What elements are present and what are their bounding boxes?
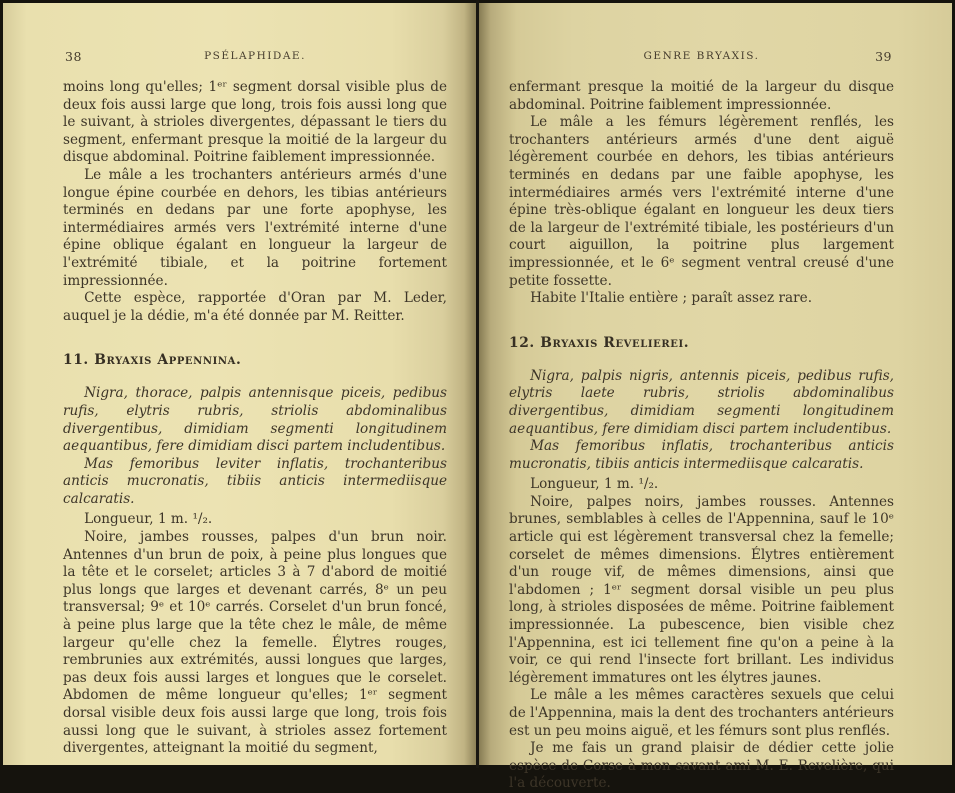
right-paragraph-male-characters: Le mâle a les fémurs légèrement renflés, les trochanters antérieurs armés d'une dent aiguë légèrement courbée en dehors, les tibias antérieurs terminés en dedans par une faible apophyse, les intermédiaires armés vers l'extrémité interne d'une épine très-oblique égalant en longueur les deux tiers de la largeur de l'extrémité tibiale, les postérieurs d'un court aiguillon, la poitrine plus largement impressionnée, et le 6ᵉ segment ventral creusé d'une petite fossette. <box>509 114 894 289</box>
left-latin-diagnosis: Nigra, thorace, palpis antennisque piceis, pedibus rufis, elytris rubris, striolis abdominalibus divergentibus, dimidiam segmenti longitudinem aequantibus, fere dimidiam disci partem includentibus. <box>63 385 447 455</box>
left-length-line: Longueur, 1 m. ¹/₂. <box>84 511 213 528</box>
right-running-head: GENRE BRYAXIS. <box>643 50 760 62</box>
right-paragraph-dedication: Je me fais un grand plaisir de dédier cette jolie espèce de Corse à mon savant ami M. E. Revelière, qui l'a découverte. <box>509 740 894 792</box>
right-paragraph-continuation: enfermant presque la moitié de la largeur du disque abdominal. Poitrine faiblement impressionnée. <box>509 79 894 113</box>
left-latin-male-diagnosis: Mas femoribus leviter inflatis, trochanteribus anticis mucronatis, tibiis anticis intermediisque calcaratis. <box>63 455 447 507</box>
left-paragraph-dedication: Cette espèce, rapportée d'Oran par M. Leder, auquel je la dédie, m'a été donnée par M. Reitter. <box>63 290 447 324</box>
right-page-number: 39 <box>875 49 892 64</box>
right-paragraph-sexual-characters: Le mâle a les mêmes caractères sexuels que celui de l'Appennina, mais la dent des trochanters antérieurs est un peu moins aiguë, et les fémurs sont plus renflés. <box>509 687 894 739</box>
left-running-head: PSÉLAPHIDAE. <box>204 50 306 62</box>
left-paragraph-continuation: moins long qu'elles; 1ᵉʳ segment dorsal visible plus de deux fois aussi large que long, trois fois aussi long que le suivant, à strioles divergentes, dépassant le tiers du segment, enfermant presque la moitié de la largeur du disque abdominal. Poitrine faiblement impressionnée. <box>63 79 447 166</box>
left-page-number: 38 <box>65 49 82 64</box>
right-page-header <box>509 50 894 66</box>
right-page <box>479 3 952 792</box>
left-page-header <box>63 50 447 66</box>
left-paragraph-male-characters: Le mâle a les trochanters antérieurs armés d'une longue épine courbée en dehors, les tibias antérieurs terminés en dedans par une forte apophyse, les intermédiaires armés vers l'extrémité interne d'une épine oblique égalant en longueur la largeur de l'extrémité tibiale, et la poitrine fortement impressionnée. <box>63 166 447 289</box>
species-heading-12-bryaxis-revelierei: 12. Bryaxis Revelierei. <box>509 334 690 351</box>
right-length-line: Longueur, 1 m. ¹/₂. <box>530 476 659 493</box>
right-latin-male-diagnosis: Mas femoribus inflatis, trochanteribus anticis mucronatis, tibiis anticis intermediisque calcaratis. <box>509 438 894 472</box>
right-paragraph-habitat: Habite l'Italie entière ; paraît assez rare. <box>530 290 813 307</box>
right-description-paragraph: Noire, palpes noirs, jambes rousses. Antennes brunes, semblables à celles de l'Appennina, sauf le 10ᵉ article qui est légèrement transversal chez la femelle; corselet de mêmes dimensions. Élytres entièrement d'un rouge vif, de mêmes dimensions, ainsi que l'abdomen ; 1ᵉʳ segment dorsal visible un peu plus long, à strioles disposées de même. Poitrine faiblement impressionnée. La pubescence, bien visible chez l'Appennina, est ici tellement fine qu'on a peine à la voir, ce qui rend l'insecte fort brillant. Les individus légèrement immatures ont les élytres jaunes. <box>509 493 894 686</box>
species-heading-11-bryaxis-appennina: 11. Bryaxis Appennina. <box>63 352 242 369</box>
left-page <box>3 3 476 765</box>
left-description-paragraph: Noire, jambes rousses, palpes d'un brun noir. Antennes d'un brun de poix, à peine plus longues que la tête et le corselet; articles 3 à 7 d'abord de moitié plus longs que larges et devenant carrés, 8ᵉ un peu transversal; 9ᵉ et 10ᵉ carrés. Corselet d'un brun foncé, à peine plus large que la tête chez le mâle, de même largeur qu'elle chez la femelle. Élytres rouges, rembrunies aux extrémités, aussi longues que larges, pas deux fois aussi larges et longues que le corselet. Abdomen de même longueur qu'elles; 1ᵉʳ segment dorsal visible deux fois aussi large que long, trois fois aussi long que le suivant, à strioles assez fortement divergentes, atteignant la moitié du segment, <box>63 529 447 757</box>
right-latin-diagnosis: Nigra, palpis nigris, antennis piceis, pedibus rufis, elytris laete rubris, striolis abdominalibus divergentibus, dimidiam segmenti longitudinem aequantibus, fere dimidiam disci partem includentibus. <box>509 367 894 437</box>
